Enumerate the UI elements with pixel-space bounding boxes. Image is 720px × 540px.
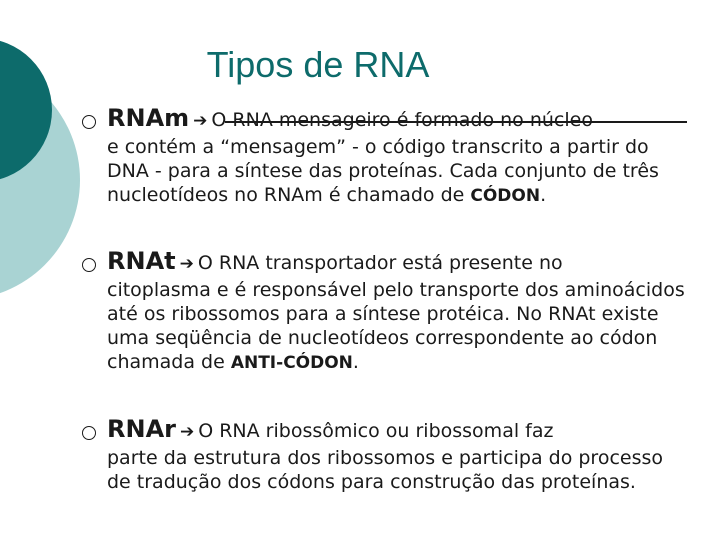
arrow-icon: ➔ (179, 254, 194, 274)
item-term: RNAm (107, 104, 190, 132)
item-keyword: ANTI-CÓDON (230, 353, 353, 373)
item-lead: O RNA ribossômico ou ribossomal faz (198, 420, 554, 442)
item-lead: O RNA transportador está presente no (197, 252, 563, 274)
item-term: RNAr (107, 415, 176, 443)
item-end: . (540, 184, 547, 206)
arrow-icon: ➔ (179, 422, 195, 442)
item-body: parte da estrutura dos ribossomos e participa do processo de tradução dos códons para construção das proteínas. (107, 447, 664, 493)
item-keyword: CÓDON (470, 186, 541, 206)
bullet-icon (82, 115, 96, 129)
slide-title: Tipos de RNA (206, 44, 430, 85)
item-term: RNAt (107, 247, 176, 275)
bullet-icon (82, 258, 96, 272)
item-body: e contém a “mensagem” - o código transcrito a partir do DNA - para a síntese das proteínas. Cada conjunto de três nucleotídeos no RNAm é chamado de (107, 136, 659, 206)
list-item (107, 417, 687, 494)
item-lead: O RNA mensageiro é formado no núcleo (211, 109, 593, 131)
arrow-icon: ➔ (193, 111, 208, 131)
list-item (107, 106, 687, 208)
item-body: citoplasma e é responsável pelo transporte dos aminoácidos até os ribossomos para a síntese protéica. No RNAt existe uma seqüência de nucleotídeos correspondente ao códon chamada de (107, 279, 685, 373)
item-end: . (352, 351, 359, 373)
bullet-icon (82, 426, 96, 440)
list-item (107, 249, 687, 375)
